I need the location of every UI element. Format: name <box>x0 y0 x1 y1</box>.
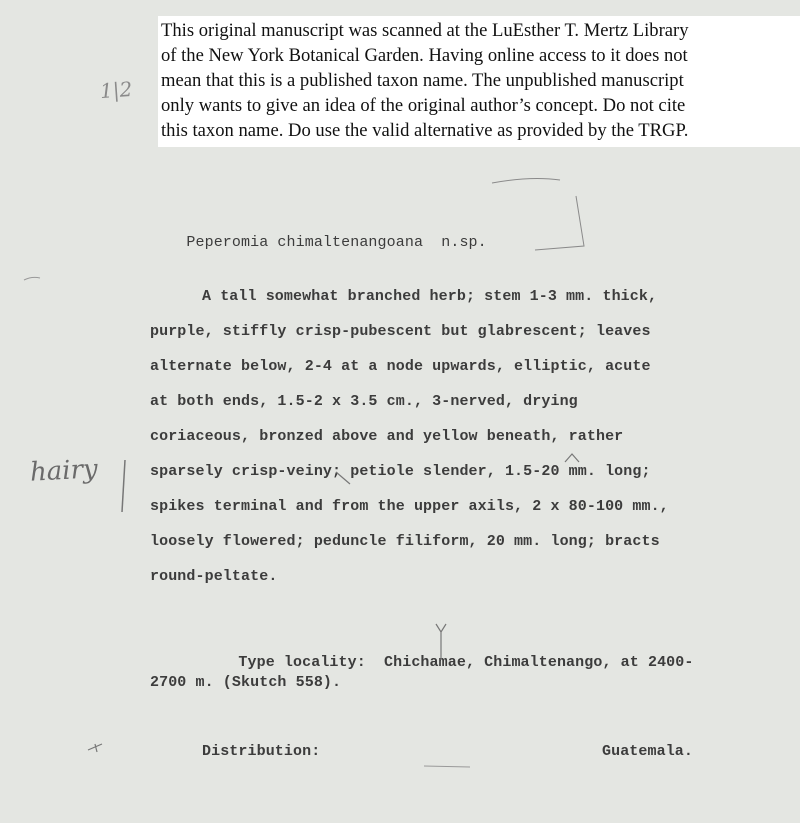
distribution-label: Distribution: <box>202 743 321 760</box>
disclaimer-line: only wants to give an idea of the original author’s concept. Do not cite <box>161 95 686 116</box>
underline-mark <box>424 766 470 767</box>
description-line: loosely flowered; peduncle filiform, 20 mm. long; bracts <box>150 533 660 550</box>
tick-mark <box>88 744 102 752</box>
disclaimer-line: This original manuscript was scanned at the LuEsther T. Mertz Library <box>161 20 689 41</box>
handwritten-page-number: 1|2 <box>99 76 133 104</box>
type-locality-value: Chichamae, Chimaltenango, at 2400- <box>384 654 694 671</box>
strike-mark <box>336 472 350 484</box>
disclaimer-line: of the New York Botanical Garden. Having online access to it does not <box>161 45 688 66</box>
margin-bar-mark <box>122 460 125 512</box>
dash-mark <box>24 277 40 280</box>
type-locality-label: Type locality: <box>238 654 366 671</box>
check-mark <box>436 624 446 660</box>
description-line: A tall somewhat branched herb; stem 1-3 mm. thick, <box>202 288 658 305</box>
handwritten-margin-note: hairy <box>29 454 99 488</box>
bracket-mark <box>492 179 584 250</box>
species-status: n.sp. <box>441 234 487 251</box>
description-line: sparsely crisp-veiny; petiole slender, 1.5-20 mm. long; <box>150 463 651 480</box>
species-name: Peperomia chimaltenangoana n.sp. <box>186 234 487 251</box>
disclaimer-line: mean that this is a published taxon name. The unpublished manuscript <box>161 70 684 91</box>
distribution-value: Guatemala. <box>602 743 694 760</box>
type-locality-continued: 2700 m. (Skutch 558). <box>150 674 342 691</box>
description-line: at both ends, 1.5-2 x 3.5 cm., 3-nerved, drying <box>150 393 578 410</box>
disclaimer-line: this taxon name. Do use the valid alternative as provided by the TRGP. <box>161 120 689 141</box>
caret-mark <box>565 454 579 462</box>
description-line: spikes terminal and from the upper axils, 2 x 80-100 mm., <box>150 498 669 515</box>
description-line: alternate below, 2-4 at a node upwards, elliptic, acute <box>150 358 651 375</box>
description-line: purple, stiffly crisp-pubescent but glabrescent; leaves <box>150 323 651 340</box>
description-line: coriaceous, bronzed above and yellow beneath, rather <box>150 428 624 445</box>
description-line: round-peltate. <box>150 568 278 585</box>
